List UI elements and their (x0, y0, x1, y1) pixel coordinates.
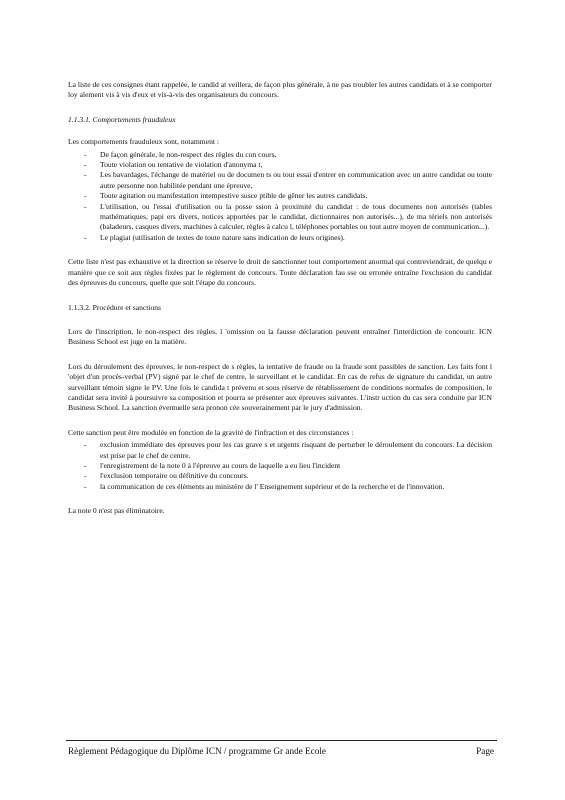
list-item: - Toute agitation ou manifestation intempestive susce ptible de gêner les autres candidats, (84, 191, 368, 201)
page-footer (68, 746, 494, 756)
list-item: - l'exclusion temporaire ou définitive du concours. (84, 471, 249, 481)
section-heading-comportements: 1.1.3.1. Comportements frauduleux (68, 114, 176, 124)
sanctions-list (68, 440, 492, 492)
list-item: - la communication de ces éléments au ministère de l' Enseignement supérieur et de la recherche et de l'innovation. (84, 481, 445, 491)
section-heading-procedure: 1.1.3.2. Procédure et sanctions (68, 302, 162, 312)
list-item: - Les bavardages, l'échange de matériel ou de documen ts ou tout essai d'entrer en communication avec un autre candidat ou toute autre personne non habilitée pendant une épreuve, (84, 170, 492, 190)
paragraph-consignes: La liste de ces consignes étant rappelée, le candid at veillera, de façon plus générale, à ne pas troubler les autres candidats et à se comporter loy alement vis à vis d'eux et vis-à-vis des organisateurs du concours. (68, 80, 492, 100)
list-item: - L'utilisation, ou l'essai d'utilisation ou la posse ssion à proximité du candidat : de tous documents non autorisés (tables mathématiques, papi ers divers, notices apportées par le candidat, dictionnaires non autorisés...), de ma tériels non autorisés (baladeurs, casques divers, machines à calculer, règles à calcu l, téléphones portables ou tout autre moyen de communication...). (84, 201, 492, 232)
list-item: - Toute violation ou tentative de violation d'anonyma t, (84, 160, 263, 170)
paragraph-inscription: Lors de l'inscription, le non-respect des règles, l 'omission ou la fausse déclaration peuvent entraîner l'interdiction de concourir. ICN Business School est juge en la matière. (68, 326, 492, 347)
fraud-behaviours-list (68, 150, 492, 244)
footer-title: Règlement Pédagogique du Diplôme ICN / programme Gr ande Ecole (68, 746, 326, 756)
footer-page-label: Page (476, 746, 494, 756)
footer-divider (66, 740, 497, 741)
paragraph-sanction-intro: Cette sanction peut être modulée en fonction de la gravité de l'infraction et des circonstances : (68, 427, 354, 437)
list-item: - l'enregistrement de la note 0 à l'épreuve au cours de laquelle a eu lieu l'incident (84, 460, 341, 470)
paragraph-non-exhaustive: Cette liste n'est pas exhaustive et la direction se réserve le droit de sanctionner tout comportement anormal qui contreviendrait, de quelqu e manière que ce soit aux règles fixées par le règlement de concours. Toute déclaration fau sse ou erronée entraîne l'exclusion du candidat des épreuves du concours, quelle que soit l'étape du concours. (68, 257, 492, 288)
paragraph-note-zero: La note 0 n'est pas éliminatoire. (68, 506, 165, 516)
list-item: - exclusion immédiate des épreuves pour les cas grave s et urgents risquant de perturber le déroulement du concours. La décision est prise par le chef de centre. (84, 440, 492, 460)
list-item: - De façon générale, le non-respect des règles du con cours, (84, 149, 277, 159)
paragraph-deroulement: Lors du déroulement des épreuves, le non-respect de s règles, la tentative de fraude ou la fraude sont passibles de sanction. Les faits font l 'objet d'un procès-verbal (PV) signé par le chef de centre, le surveillant et le candidat. En cas de refus de signature du candidat, un autre surveillant témoin signe le PV. Une fois le candida t prévenu et sous réserve de rétablissement de conditions normales de composition, le candidat sera invité à poursuivre sa composition et pourra se présenter aux épreuves suivantes. L'instr uction du cas sera conduite par ICN Business School. La sanction éventuelle sera pronon cée souverainement par le jury d'admission. (68, 361, 492, 413)
document-body (68, 80, 492, 531)
paragraph-comportements-intro: Les comportements frauduleux sont, notamment : (68, 137, 219, 147)
list-item: - Le plagiat (utilisation de textes de toute nature sans indication de leurs origines). (84, 232, 345, 242)
